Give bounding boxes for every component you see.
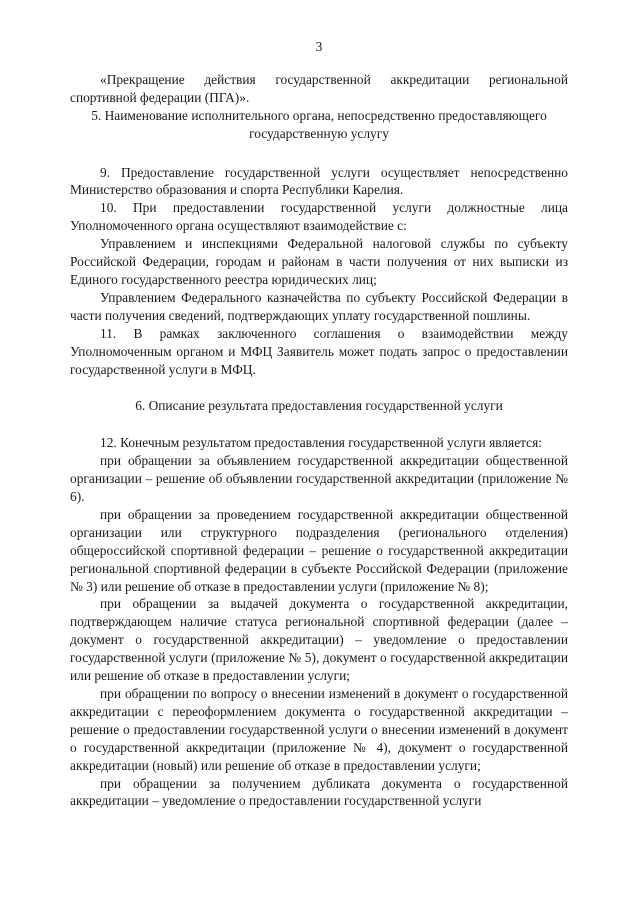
intro-paragraph: «Прекращение действия государственной аккредитации региональной спортивной федерации (ПГА)». [70, 71, 568, 105]
section-6-title: 6. Описание результата предоставления государственной услуги [135, 398, 503, 414]
result-announcement: при обращении за объявлением государственной аккредитации общественной организации – решение об объявлении государственной аккредитации (приложение № 6). [70, 453, 568, 505]
spacer [70, 415, 568, 434]
result-duplicate: при обращении за получением дубликата документа о государственной аккредитации – уведомление о предоставлении государственной услуги [70, 775, 568, 809]
spacer [70, 143, 568, 164]
result-document-changes: при обращении по вопросу о внесении изменений в документ о государственной аккредитации с переоформлением документа о государственной аккредитации – решение о предоставлении государственной услуги о внесении изменений в документ о государственной аккредитации (приложение № 4), документ о государственной аккредитации (новый) или решение об отказе в предоставлении услуги; [70, 686, 568, 773]
paragraph-treasury: Управлением Федерального казначейства по субъекту Российской Федерации в части получения сведений, подтверждающих уплату государственной пошлины. [70, 289, 568, 323]
paragraph-10: 10. При предоставлении государственной услуги должностные лица Уполномоченного органа осуществляют взаимодействие с: [70, 200, 568, 234]
result-document-issue: при обращении за выдачей документа о государственной аккредитации, подтверждающем наличие статуса региональной спортивной федерации (далее – документ о государственной аккредитации) – уведомление о предоставлении государственной услуги (приложение № 5), документ о государственной аккредитации или решение об отказе в предоставлении услуги; [70, 596, 568, 684]
spacer [70, 378, 568, 397]
page-number: 3 [315, 39, 323, 54]
paragraph-12: 12. Конечным результатом предоставления государственной услуги является: [100, 435, 542, 451]
paragraph-9: 9. Предоставление государственной услуги осуществляет непосредственно Министерство образования и спорта Республики Карелия. [70, 164, 568, 198]
section-5-title: 5. Наименование исполнительного органа, непосредственно предоставляющего государственную услугу [91, 107, 547, 141]
result-accreditation: при обращении за проведением государственной аккредитации общественной организации или структурного подразделения (регионального отделения) общероссийской спортивной федерации – решение о государственной аккредитации региональной спортивной федерации в субъекте Российской Федерации (приложение № 3) или решение об отказе в предоставлении услуги (приложение № 8); [70, 506, 568, 594]
paragraph-fns: Управлением и инспекциями Федеральной налоговой службы по субъекту Российской Федерации, городам и районам в части получения от них выписки из Единого государственного реестра юридических лиц; [70, 236, 568, 287]
paragraph-11: 11. В рамках заключенного соглашения о взаимодействии между Уполномоченным органом и МФЦ Заявитель может подать запрос о предоставлении государственной услуги в МФЦ. [70, 325, 568, 377]
